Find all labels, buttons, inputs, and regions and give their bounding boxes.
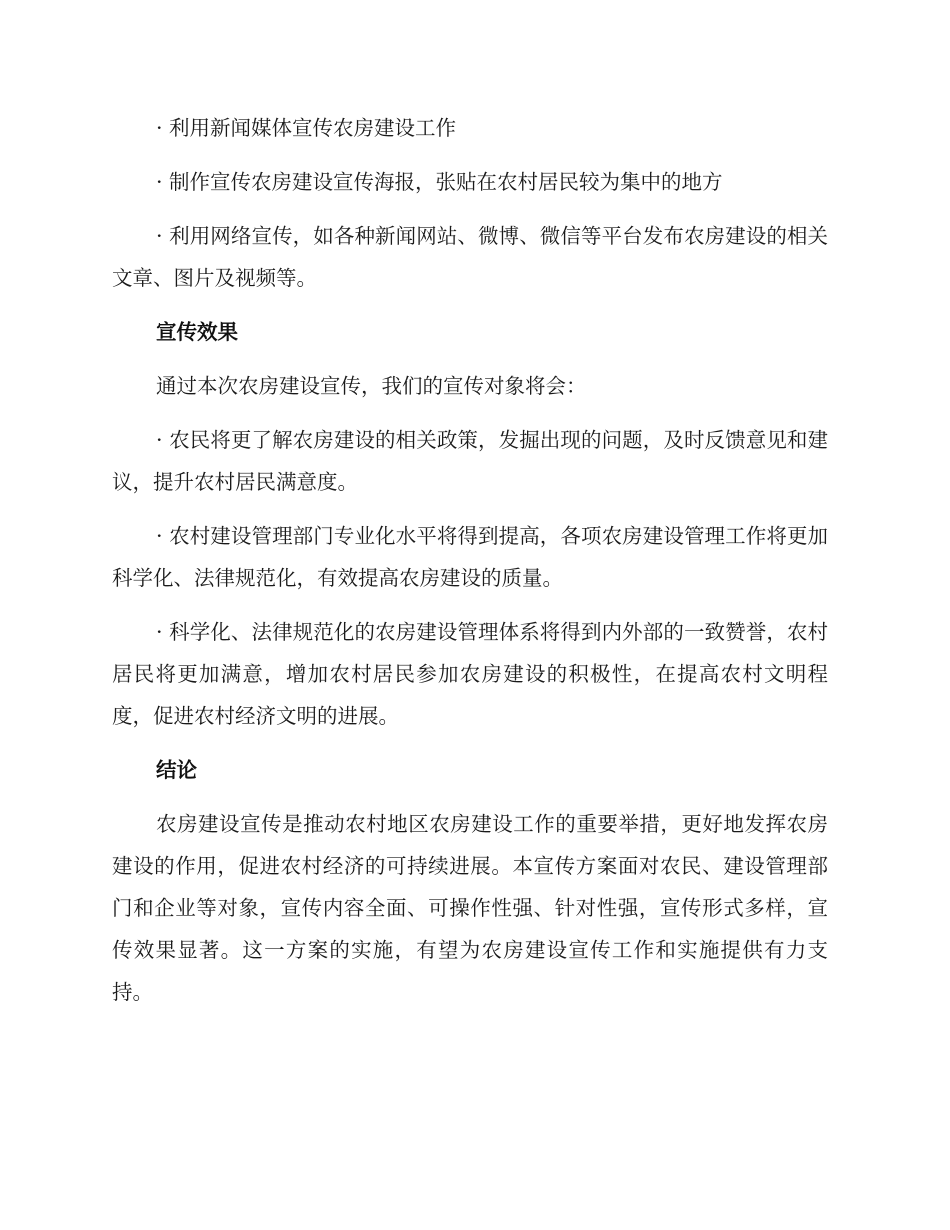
document-body [112,107,828,1025]
bullet-posters: · 制作宣传农房建设宣传海报，张贴在农村居民较为集中的地方 [156,170,723,194]
effect-bullet-farmers: · 农民将更了解农房建设的相关政策，发掘出现的问题，及时反馈意见和建议，提升农村居民满意度。 [112,428,828,494]
section-heading-conclusion: 结论 [156,758,197,782]
bullet-news-media: · 利用新闻媒体宣传农房建设工作 [156,116,457,140]
effect-intro: 通过本次农房建设宣传，我们的宣传对象将会： [156,374,587,398]
effect-bullet-system: · 科学化、法律规范化的农房建设管理体系将得到内外部的一致赞誉，农村居民将更加满意，增加农村居民参加农房建设的积极性，在提高农村文明程度，促进农村经济文明的进展。 [112,620,828,728]
section-heading-effect: 宣传效果 [156,320,238,344]
conclusion-paragraph: 农房建设宣传是推动农村地区农房建设工作的重要举措，更好地发挥农房建设的作用，促进农村经济的可持续进展。本宣传方案面对农民、建设管理部门和企业等对象，宣传内容全面、可操作性强、针对性强，宣传形式多样，宣传效果显著。这一方案的实施，有望为农房建设宣传工作和实施提供有力支持。 [112,812,828,1004]
effect-bullet-management: · 农村建设管理部门专业化水平将得到提高，各项农房建设管理工作将更加科学化、法律规范化，有效提高农房建设的质量。 [112,524,828,590]
bullet-online: · 利用网络宣传，如各种新闻网站、微博、微信等平台发布农房建设的相关文章、图片及视频等。 [112,224,828,290]
